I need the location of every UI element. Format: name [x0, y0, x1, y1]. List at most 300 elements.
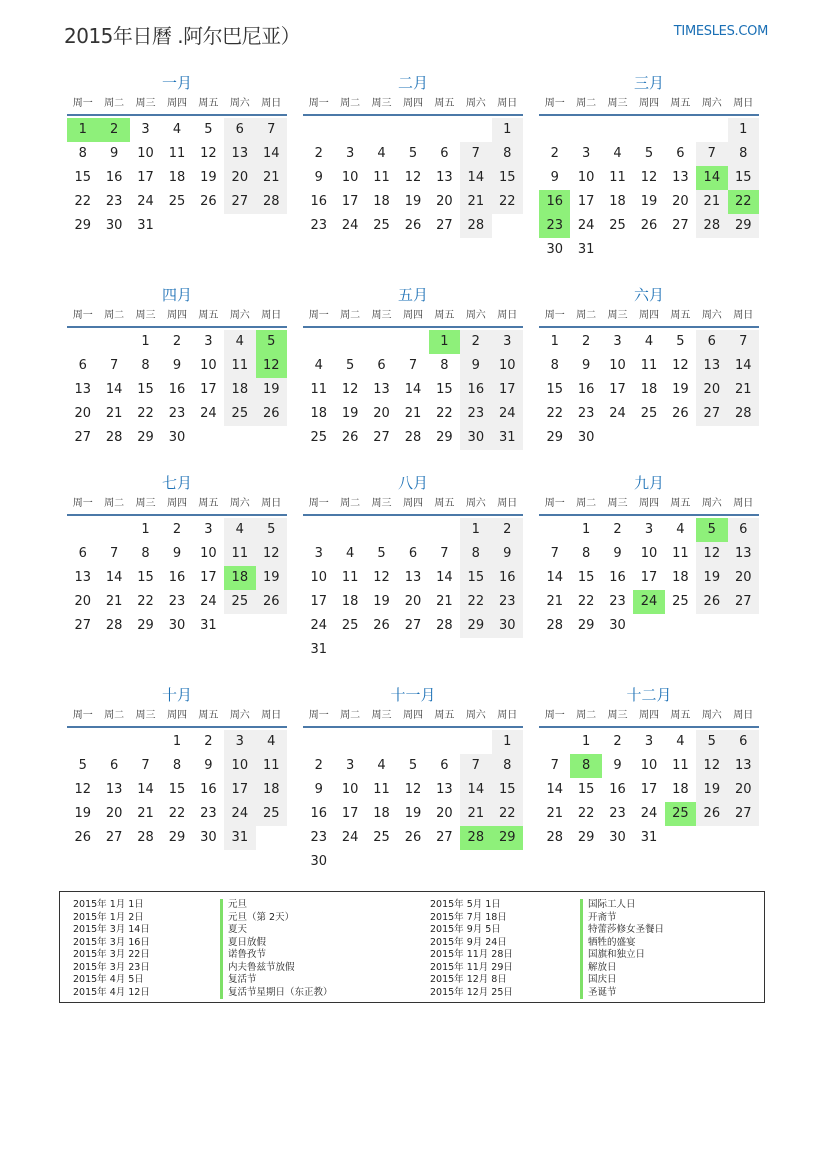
weekday-header [539, 306, 759, 328]
day-cell: 10 [640, 546, 658, 561]
weekday-label: 周五 [670, 498, 691, 509]
day-cell: 27 [404, 618, 422, 633]
weekend-day-cell: 14 [460, 778, 491, 802]
weekend-day-cell: 19 [696, 566, 727, 590]
weekend-day-cell: 5 [256, 518, 287, 542]
month-block [303, 284, 523, 450]
weekday-header [67, 306, 287, 328]
weekend-day-cell: 3 [492, 330, 523, 354]
empty-day-cell [429, 518, 460, 542]
day-cell: 30 [609, 830, 626, 845]
weekday-label: 周二 [340, 710, 361, 721]
empty-day-cell [429, 118, 460, 142]
empty-day-cell [397, 518, 428, 542]
day-cell: 15 [74, 170, 91, 185]
month-block [303, 72, 523, 238]
weekend-day-cell: 15 [492, 778, 523, 802]
weekday-label: 周四 [638, 710, 659, 721]
weekend-day-cell: 8 [492, 142, 523, 166]
weekend-day-cell: 13 [696, 354, 727, 378]
holiday-day-cell: 2 [98, 118, 129, 142]
weekend-day-cell: 22 [492, 802, 523, 826]
empty-day-cell [303, 518, 334, 542]
day-cell: 3 [581, 146, 591, 161]
weekend-day-cell: 21 [460, 802, 491, 826]
day-cell: 15 [436, 382, 453, 397]
day-cell: 21 [546, 594, 563, 609]
weekend-day-cell: 20 [728, 566, 759, 590]
day-cell: 7 [408, 358, 418, 373]
weekend-day-cell: 2 [460, 330, 491, 354]
day-cell: 4 [676, 734, 685, 749]
day-cell: 6 [440, 758, 449, 773]
weekday-label: 周二 [104, 98, 125, 109]
day-cell: 11 [672, 758, 689, 773]
weekend-day-cell: 1 [460, 518, 491, 542]
empty-day-cell [397, 330, 428, 354]
day-cell: 7 [550, 546, 559, 561]
empty-day-cell [130, 730, 161, 754]
day-cell: 31 [640, 830, 658, 845]
day-cell: 16 [168, 570, 186, 585]
weekday-label: 周四 [638, 310, 659, 321]
weekend-day-cell: 8 [460, 542, 491, 566]
day-cell: 29 [577, 618, 595, 633]
weekend-day-cell: 27 [224, 190, 255, 214]
weekend-day-cell: 13 [728, 754, 759, 778]
empty-day-cell [303, 330, 334, 354]
weekday-label: 周三 [371, 310, 392, 321]
legend-date: 2015年 3月 14日 [73, 924, 150, 935]
day-cell: 14 [546, 782, 563, 797]
day-cell: 11 [168, 146, 186, 161]
day-cell: 7 [109, 358, 119, 373]
weekday-label: 周日 [261, 98, 282, 109]
weekend-day-cell: 14 [460, 166, 491, 190]
weekend-day-cell: 25 [256, 802, 287, 826]
day-cell: 18 [168, 170, 186, 185]
day-cell: 9 [581, 358, 591, 373]
day-cell: 1 [581, 522, 591, 537]
day-cell: 30 [310, 854, 327, 869]
weekday-label: 周五 [198, 498, 219, 509]
weekday-label: 周三 [135, 98, 156, 109]
day-cell: 13 [436, 170, 453, 185]
day-cell: 23 [577, 406, 595, 421]
day-cell: 9 [204, 758, 213, 773]
legend-date: 2015年 11月 29日 [430, 961, 513, 973]
day-cell: 30 [546, 242, 563, 257]
day-cell: 5 [377, 546, 386, 561]
day-cell: 9 [314, 782, 323, 797]
day-cell: 4 [676, 522, 685, 537]
weekend-day-cell: 8 [728, 142, 759, 166]
legend-date: 2015年 1月 2日 [73, 911, 144, 923]
weekday-label: 周一 [72, 710, 93, 721]
weekend-day-cell: 19 [696, 778, 727, 802]
day-cell: 27 [436, 218, 453, 233]
weekday-label: 周日 [733, 310, 754, 321]
legend-date: 2015年 3月 22日 [73, 949, 150, 960]
day-cell: 26 [640, 218, 658, 233]
month-name: 三月 [633, 74, 664, 92]
weekend-day-cell: 21 [696, 190, 727, 214]
day-cell: 13 [105, 782, 123, 797]
weekend-day-cell: 14 [728, 354, 759, 378]
weekday-label: 周一 [72, 310, 93, 321]
day-cell: 25 [609, 218, 626, 233]
weekend-day-cell: 26 [696, 590, 727, 614]
day-cell: 16 [105, 170, 123, 185]
day-cell: 26 [200, 194, 217, 209]
day-cell: 8 [581, 546, 591, 561]
day-cell: 2 [204, 734, 213, 749]
weekday-label: 周二 [104, 710, 125, 721]
holiday-day-cell: 29 [492, 826, 523, 850]
day-cell: 23 [200, 806, 217, 821]
weekday-label: 周六 [701, 498, 722, 509]
weekday-label: 周四 [166, 498, 187, 509]
day-cell: 25 [640, 406, 658, 421]
weekday-header [539, 94, 759, 116]
weekend-day-cell: 9 [460, 354, 491, 378]
day-cell: 9 [314, 170, 323, 185]
day-cell: 29 [436, 430, 453, 445]
weekday-label: 周一 [308, 310, 329, 321]
month-name: 十二月 [626, 686, 672, 704]
day-cell: 5 [676, 334, 685, 349]
day-cell: 4 [613, 146, 622, 161]
weekend-day-cell: 26 [256, 590, 287, 614]
weekend-day-cell: 26 [256, 402, 287, 426]
day-cell: 28 [105, 618, 123, 633]
weekday-label: 周五 [434, 310, 455, 321]
legend-holiday-name: 元旦 [220, 899, 333, 912]
day-cell: 12 [404, 170, 422, 185]
weekday-label: 周六 [229, 98, 250, 109]
day-cell: 29 [137, 618, 154, 633]
weekday-label: 周一 [308, 98, 329, 109]
weekday-label: 周四 [402, 498, 423, 509]
day-cell: 15 [577, 782, 595, 797]
day-cell: 18 [341, 594, 359, 609]
weekend-day-cell: 10 [492, 354, 523, 378]
day-cell: 21 [137, 806, 154, 821]
weekend-day-cell: 12 [696, 542, 727, 566]
day-cell: 16 [609, 570, 626, 585]
weekday-label: 周三 [607, 498, 628, 509]
day-cell: 13 [74, 382, 91, 397]
weekend-day-cell: 11 [256, 754, 287, 778]
day-cell: 8 [440, 358, 449, 373]
day-cell: 19 [672, 382, 689, 397]
legend-holiday-name: 复活节星期日（东正教） [220, 987, 333, 1000]
day-cell: 22 [137, 594, 154, 609]
legend-holiday-name: 圣诞节 [580, 987, 664, 1000]
day-cell: 11 [373, 782, 390, 797]
weekend-day-cell: 18 [256, 778, 287, 802]
day-cell: 18 [373, 194, 390, 209]
weekday-label: 周四 [638, 498, 659, 509]
day-cell: 2 [613, 522, 622, 537]
day-cell: 27 [74, 618, 91, 633]
empty-day-cell [539, 730, 570, 754]
weekday-label: 周三 [135, 498, 156, 509]
weekend-day-cell: 22 [492, 190, 523, 214]
holiday-day-cell: 23 [539, 214, 570, 238]
weekend-day-cell: 31 [224, 826, 255, 850]
holiday-day-cell: 25 [665, 802, 696, 826]
weekday-label: 周三 [371, 98, 392, 109]
day-cell: 29 [168, 830, 186, 845]
day-cell: 27 [672, 218, 689, 233]
day-cell: 18 [672, 570, 689, 585]
day-cell: 17 [640, 782, 658, 797]
day-cell: 7 [440, 546, 449, 561]
weekday-label: 周二 [340, 498, 361, 509]
day-cell: 4 [314, 358, 323, 373]
empty-day-cell [397, 730, 428, 754]
day-cell: 16 [200, 782, 217, 797]
weekday-label: 周三 [607, 98, 628, 109]
weekday-label: 周二 [576, 498, 597, 509]
brand-logo-text[interactable]: TIMESLES.COM [673, 24, 768, 39]
day-cell: 11 [672, 546, 689, 561]
day-cell: 12 [373, 570, 390, 585]
weekday-header [303, 706, 523, 728]
day-cell: 23 [105, 194, 123, 209]
legend-names-right [580, 899, 664, 999]
day-cell: 4 [172, 122, 182, 137]
day-cell: 3 [644, 522, 654, 537]
day-cell: 2 [550, 146, 559, 161]
day-cell: 25 [373, 218, 390, 233]
legend-date: 2015年 12月 8日 [430, 974, 507, 985]
day-cell: 19 [640, 194, 658, 209]
day-cell: 17 [609, 382, 626, 397]
weekend-day-cell: 6 [696, 330, 727, 354]
page-title: 2015年日曆 .阿尔巴尼亚） [64, 24, 301, 48]
weekend-day-cell: 7 [256, 118, 287, 142]
day-cell: 20 [404, 594, 422, 609]
day-cell: 10 [200, 546, 217, 561]
day-cell: 14 [404, 382, 422, 397]
month-block [539, 72, 759, 262]
day-cell: 29 [546, 430, 563, 445]
weekday-label: 周日 [497, 498, 518, 509]
empty-day-cell [570, 118, 601, 142]
weekend-day-cell: 7 [728, 330, 759, 354]
weekday-label: 周一 [308, 710, 329, 721]
day-cell: 16 [310, 806, 327, 821]
weekend-day-cell: 25 [224, 402, 255, 426]
day-cell: 9 [613, 758, 622, 773]
day-cell: 13 [672, 170, 689, 185]
holiday-day-cell: 16 [539, 190, 570, 214]
day-cell: 25 [310, 430, 327, 445]
day-cell: 3 [204, 334, 213, 349]
day-cell: 25 [341, 618, 359, 633]
day-cell: 2 [613, 734, 622, 749]
day-grid [539, 118, 759, 262]
day-cell: 8 [172, 758, 182, 773]
day-cell: 26 [672, 406, 689, 421]
day-cell: 23 [168, 594, 186, 609]
legend-holiday-name: 内夫鲁兹节放假 [220, 962, 333, 975]
weekend-day-cell: 6 [728, 518, 759, 542]
legend-holiday-name: 夏日放假 [220, 937, 333, 950]
weekend-day-cell: 13 [224, 142, 255, 166]
day-cell: 12 [404, 782, 422, 797]
day-cell: 29 [577, 830, 595, 845]
day-cell: 15 [137, 570, 154, 585]
month-name: 二月 [397, 74, 428, 92]
weekday-label: 周六 [465, 710, 486, 721]
day-cell: 11 [341, 570, 359, 585]
day-cell: 30 [609, 618, 626, 633]
day-cell: 14 [137, 782, 154, 797]
weekend-day-cell: 26 [696, 802, 727, 826]
day-cell: 21 [404, 406, 422, 421]
day-cell: 5 [644, 146, 654, 161]
day-cell: 3 [644, 734, 654, 749]
day-cell: 14 [105, 570, 123, 585]
day-cell: 24 [200, 406, 217, 421]
weekend-day-cell: 7 [460, 754, 491, 778]
day-cell: 7 [109, 546, 119, 561]
weekday-label: 周二 [104, 498, 125, 509]
weekend-day-cell: 30 [492, 614, 523, 638]
day-cell: 9 [172, 358, 182, 373]
weekend-day-cell: 1 [492, 730, 523, 754]
legend-date: 2015年 9月 24日 [430, 936, 507, 948]
month-name: 八月 [397, 474, 428, 492]
weekend-day-cell: 28 [256, 190, 287, 214]
day-cell: 20 [436, 194, 453, 209]
empty-day-cell [334, 118, 365, 142]
weekend-day-cell: 23 [460, 402, 491, 426]
day-cell: 25 [373, 830, 390, 845]
day-cell: 14 [105, 382, 123, 397]
day-cell: 8 [141, 358, 150, 373]
day-cell: 8 [550, 358, 559, 373]
weekday-label: 周二 [576, 710, 597, 721]
weekend-day-cell: 14 [256, 142, 287, 166]
day-cell: 7 [141, 758, 150, 773]
day-cell: 21 [546, 806, 563, 821]
day-cell: 1 [172, 734, 182, 749]
day-cell: 6 [78, 546, 87, 561]
month-name: 四月 [161, 286, 192, 304]
legend-date: 2015年 3月 16日 [73, 936, 150, 948]
day-cell: 27 [105, 830, 123, 845]
day-cell: 28 [105, 430, 123, 445]
weekday-label: 周五 [198, 710, 219, 721]
day-cell: 18 [310, 406, 327, 421]
day-grid [303, 118, 523, 238]
day-cell: 24 [200, 594, 217, 609]
day-cell: 29 [74, 218, 91, 233]
day-cell: 6 [440, 146, 449, 161]
empty-day-cell [98, 330, 129, 354]
weekday-header [539, 494, 759, 516]
empty-day-cell [67, 330, 98, 354]
empty-day-cell [334, 730, 365, 754]
month-block [539, 284, 759, 450]
weekend-day-cell: 6 [728, 730, 759, 754]
day-cell: 22 [577, 806, 595, 821]
empty-day-cell [67, 518, 98, 542]
weekday-header [303, 306, 523, 328]
weekend-day-cell: 16 [492, 566, 523, 590]
day-cell: 11 [640, 358, 658, 373]
day-cell: 17 [310, 594, 327, 609]
weekday-header [67, 94, 287, 116]
holiday-day-cell: 28 [460, 826, 491, 850]
weekend-day-cell: 28 [728, 402, 759, 426]
day-cell: 20 [436, 806, 453, 821]
day-cell: 31 [577, 242, 595, 257]
day-cell: 4 [644, 334, 654, 349]
holiday-day-cell: 1 [429, 330, 460, 354]
weekday-label: 周六 [465, 498, 486, 509]
legend-date: 2015年 5月 1日 [430, 899, 501, 910]
legend-holiday-name: 开斋节 [580, 912, 664, 925]
weekday-label: 周日 [261, 310, 282, 321]
empty-day-cell [539, 118, 570, 142]
month-name: 五月 [397, 286, 428, 304]
weekend-day-cell: 20 [224, 166, 255, 190]
weekday-label: 周三 [135, 710, 156, 721]
holiday-legend [59, 891, 765, 1003]
day-grid [67, 730, 287, 850]
empty-day-cell [98, 518, 129, 542]
day-cell: 16 [577, 382, 595, 397]
month-name: 一月 [161, 74, 192, 92]
legend-date: 2015年 12月 25日 [430, 986, 513, 998]
day-cell: 12 [672, 358, 689, 373]
empty-day-cell [633, 118, 664, 142]
day-cell: 20 [672, 194, 689, 209]
holiday-day-cell: 5 [696, 518, 727, 542]
day-cell: 25 [672, 594, 689, 609]
empty-day-cell [334, 518, 365, 542]
weekday-label: 周一 [544, 710, 565, 721]
weekend-day-cell: 23 [492, 590, 523, 614]
day-cell: 23 [310, 218, 327, 233]
empty-day-cell [366, 118, 397, 142]
weekday-label: 周日 [733, 98, 754, 109]
weekend-day-cell: 4 [224, 330, 255, 354]
day-cell: 27 [74, 430, 91, 445]
day-cell: 3 [141, 122, 150, 137]
month-name: 六月 [633, 286, 664, 304]
day-cell: 7 [550, 758, 559, 773]
day-cell: 4 [377, 146, 386, 161]
day-cell: 23 [168, 406, 186, 421]
weekday-label: 周一 [72, 498, 93, 509]
month-block [303, 684, 523, 874]
day-cell: 2 [172, 522, 182, 537]
day-grid [303, 330, 523, 450]
day-cell: 4 [345, 546, 355, 561]
day-grid [539, 518, 759, 638]
month-name: 七月 [161, 474, 192, 492]
weekend-day-cell: 3 [224, 730, 255, 754]
day-cell: 12 [74, 782, 91, 797]
legend-holiday-name: 元旦（第 2天） [220, 912, 333, 925]
day-cell: 19 [341, 406, 359, 421]
